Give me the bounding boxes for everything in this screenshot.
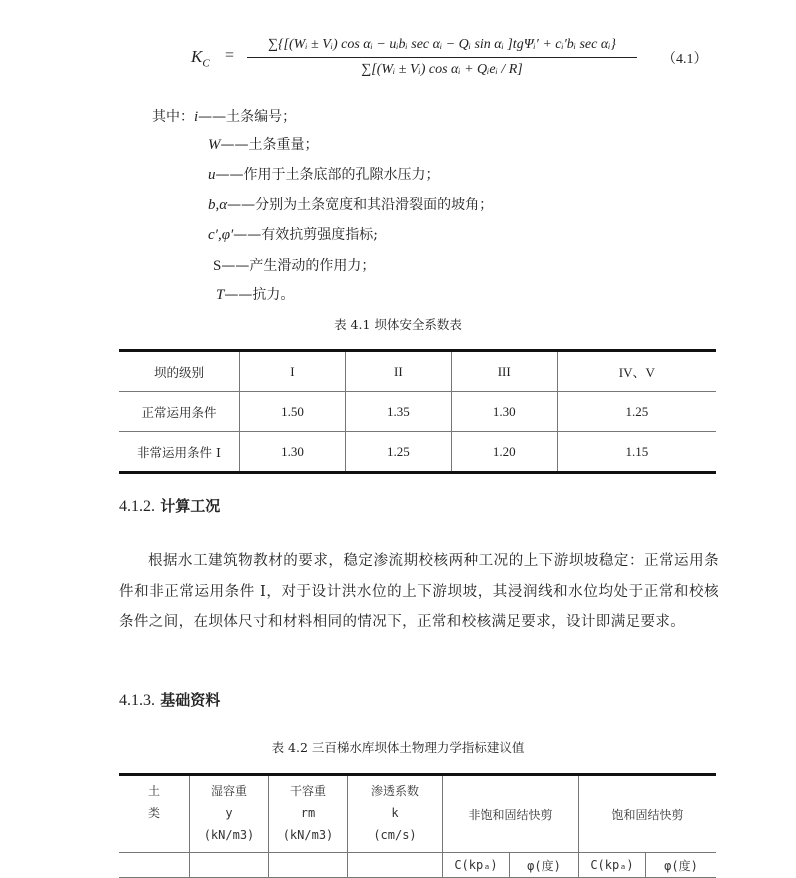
table-cell: 1.25 xyxy=(557,392,716,432)
table-cell: 1.30 xyxy=(240,432,346,473)
table-header-cell: 坝的级别 xyxy=(119,351,240,392)
formula-numerator: ∑{[(Wᵢ ± Vᵢ) cos αᵢ − uᵢbᵢ sec αᵢ − Qᵢ sin αᵢ ]tgΨᵢ′ + cᵢ′bᵢ sec αᵢ} xyxy=(267,37,617,52)
section-number: 4.1.3. xyxy=(119,692,155,709)
definition-line-b-alpha xyxy=(208,194,493,214)
definition-text: ——产生滑动的作用力； xyxy=(221,258,376,274)
equation-number: （4.1） xyxy=(662,52,708,67)
definition-text: ——土条重量； xyxy=(220,137,319,153)
definition-symbol: S xyxy=(213,258,222,274)
header-dry-density: 干容重 rm (kN/m3) xyxy=(269,775,348,853)
formula-lhs: $K_C$ xyxy=(191,47,210,70)
table-cell: 1.20 xyxy=(451,432,557,473)
subheader-cohesion: C(kpₐ) xyxy=(443,853,510,878)
table-header-cell: III xyxy=(451,351,557,392)
section-title: 计算工况 xyxy=(160,497,221,515)
formula-4-1 xyxy=(185,34,715,86)
definition-text: ——分别为土条宽度和其沿滑裂面的坡角； xyxy=(227,197,494,213)
safety-factor-table xyxy=(119,349,716,474)
subheader-friction-angle: φ(度) xyxy=(646,853,717,878)
formula-equals: = xyxy=(225,47,235,64)
definition-text: ——抗力。 xyxy=(224,287,295,303)
header-wet-density: 湿容重 y (kN/m3) xyxy=(190,775,269,853)
definition-symbol: b,α xyxy=(208,197,228,213)
header-unsaturated-shear: 非饱和固结快剪 xyxy=(443,775,579,853)
definition-text: ——土条编号； xyxy=(198,109,297,125)
header-permeability: 渗透系数 k (cm/s) xyxy=(348,775,443,853)
definition-line-t xyxy=(216,284,294,304)
table-cell: 正常运用条件 xyxy=(119,392,240,432)
table-row xyxy=(119,392,716,432)
table-cell: 1.35 xyxy=(345,392,451,432)
table2-caption: 表 4.2 三百梯水库坝体土物理力学指标建议值 xyxy=(271,740,525,755)
section-number: 4.1.2. xyxy=(119,498,155,515)
definition-line-i xyxy=(152,106,296,126)
section-heading-4-1-3 xyxy=(119,689,220,710)
definition-line-u xyxy=(208,164,440,184)
table-header-row xyxy=(119,351,716,392)
table-header-row xyxy=(119,775,716,853)
header-saturated-shear: 饱和固结快剪 xyxy=(579,775,717,853)
header-soil-type: 土 类 xyxy=(119,775,190,853)
table-cell-empty xyxy=(190,853,269,878)
definition-line-s xyxy=(213,255,375,275)
table-cell: 1.25 xyxy=(345,432,451,473)
definition-symbol: i xyxy=(194,109,199,125)
table-header-cell: I xyxy=(240,351,346,392)
table-subheader-row xyxy=(119,853,716,878)
paragraph-text: 根据水工建筑物教材的要求，稳定渗流期校核两种工况的上下游坝坡稳定：正常运用条件和非正常运用条件 I，对于设计洪水位的上下游坝坡，其浸润线和水位均处于正常和校核条件之间，在坝体尺寸和材料相同的情况下，正常和校核满足要求，设计即满足要求。 xyxy=(119,553,719,630)
section-title: 基础资料 xyxy=(160,691,221,709)
table-cell-empty xyxy=(269,853,348,878)
table-cell: 1.50 xyxy=(240,392,346,432)
subheader-cohesion: C(kpₐ) xyxy=(579,853,646,878)
definition-symbol: W xyxy=(208,137,221,153)
table-header-cell: IV、V xyxy=(557,351,716,392)
table1-caption: 表 4.1 坝体安全系数表 xyxy=(334,317,462,332)
table-header-cell: II xyxy=(345,351,451,392)
definition-text: ——作用于土条底部的孔隙水压力； xyxy=(215,167,440,183)
definitions-intro: 其中： xyxy=(152,109,194,125)
soil-properties-table xyxy=(119,773,716,878)
table-cell: 非常运用条件 I xyxy=(119,432,240,473)
definition-symbol: c′,φ′ xyxy=(208,227,234,243)
definition-line-c-phi xyxy=(208,224,378,244)
definition-symbol: T xyxy=(216,287,225,303)
table-row xyxy=(119,432,716,473)
subheader-friction-angle: φ(度) xyxy=(510,853,579,878)
table-cell: 1.30 xyxy=(451,392,557,432)
body-paragraph xyxy=(119,546,719,638)
table-cell: 1.15 xyxy=(557,432,716,473)
definition-symbol: u xyxy=(208,167,216,183)
section-heading-4-1-2 xyxy=(119,495,220,516)
definition-text: ——有效抗剪强度指标; xyxy=(233,227,378,243)
fraction-bar xyxy=(247,57,637,58)
table-cell-empty xyxy=(348,853,443,878)
formula-fraction xyxy=(247,34,637,81)
definition-line-w xyxy=(208,134,319,154)
formula-denominator: ∑[(Wᵢ ± Vᵢ) cos αᵢ + Qᵢeᵢ / R] xyxy=(361,62,523,77)
table-cell-empty xyxy=(119,853,190,878)
